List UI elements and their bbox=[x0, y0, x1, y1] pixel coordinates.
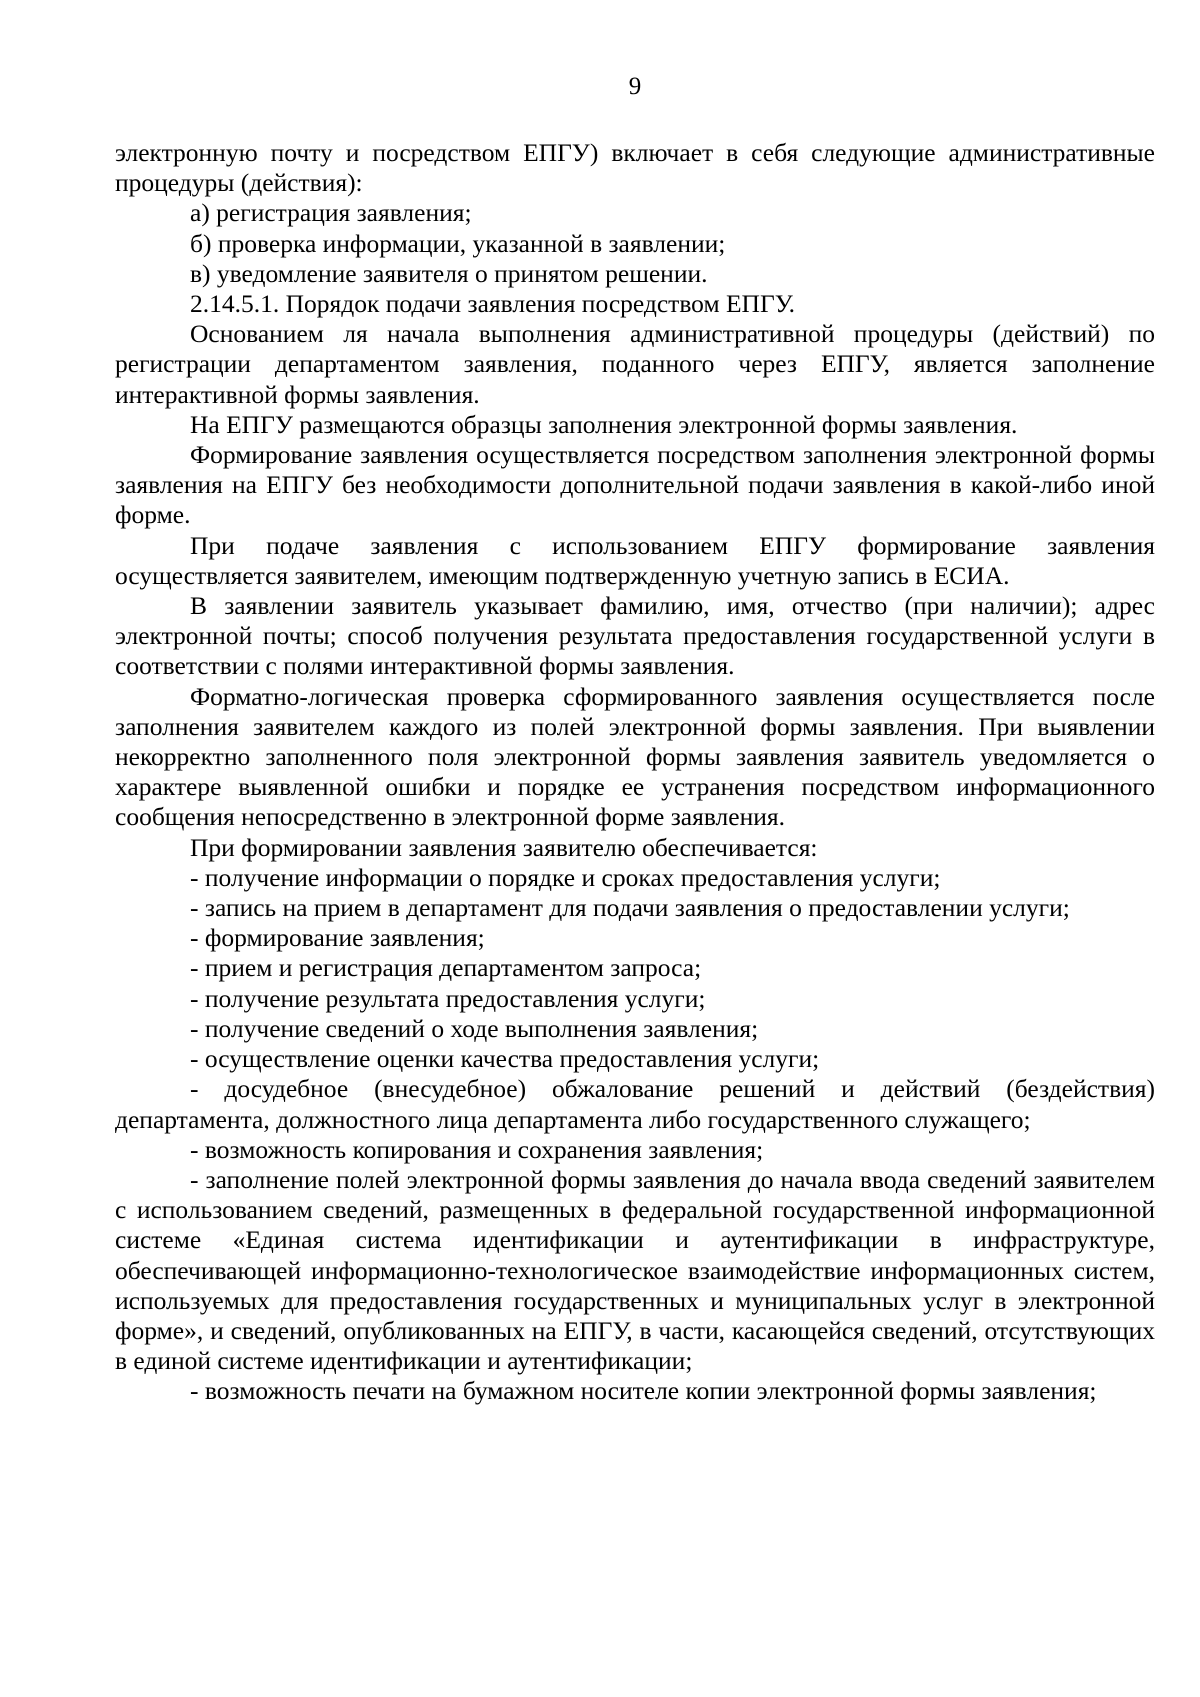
list-item: - заполнение полей электронной формы заявления до начала ввода сведений заявителем с использованием сведений, размещенных в федеральной государственной информационной системе «Единая система идентификации и аутентификации в инфраструктуре, обеспечивающей информационно-технологическое взаимодействие информационных систем, используемых для предоставления государственных и муниципальных услуг в электронной форме», и сведений, опубликованных на ЕПГУ, в части, касающейся сведений, отсутствующих в единой системе идентификации и аутентификации; bbox=[115, 1164, 1155, 1376]
paragraph-forming: Формирование заявления осуществляется посредством заполнения электронной формы заявления на ЕПГУ без необходимости дополнительной подачи заявления в какой-либо иной форме. bbox=[115, 440, 1155, 530]
paragraph-applicant-data: В заявлении заявитель указывает фамилию, имя, отчество (при наличии); адрес электронной почты; способ получения результата предоставления государственной услуги в соответствии с полями интерактивной формы заявления. bbox=[115, 591, 1155, 681]
list-item-verification: б) проверка информации, указанной в заявлении; bbox=[190, 228, 726, 258]
list-item: - формирование заявления; bbox=[190, 923, 485, 953]
list-item-notification: в) уведомление заявителя о принятом решении. bbox=[190, 258, 708, 288]
paragraph-provided: При формировании заявления заявителю обеспечивается: bbox=[190, 832, 818, 862]
page-number: 9 bbox=[628, 73, 642, 100]
list-item: - досудебное (внесудебное) обжалование решений и действий (бездействия) департамента, должностного лица департамента либо государственного служащего; bbox=[115, 1074, 1155, 1134]
paragraph-esia: При подаче заявления с использованием ЕПГУ формирование заявления осуществляется заявителем, имеющим подтвержденную учетную запись в ЕСИА. bbox=[115, 530, 1155, 590]
list-item-registration: а) регистрация заявления; bbox=[190, 198, 472, 228]
paragraph-samples: На ЕПГУ размещаются образцы заполнения электронной формы заявления. bbox=[190, 409, 1018, 439]
paragraph-format-check: Форматно-логическая проверка сформированного заявления осуществляется после заполнения заявителем каждого из полей электронной формы заявления. При выявлении некорректно заполненного поля электронной формы заявления заявитель уведомляется о характере выявленной ошибки и порядке ее устранения посредством информационного сообщения непосредственно в электронной форме заявления. bbox=[115, 681, 1155, 832]
list-item: - получение результата предоставления услуги; bbox=[190, 983, 706, 1013]
section-heading-2-14-5-1: 2.14.5.1. Порядок подачи заявления посредством ЕПГУ. bbox=[190, 289, 795, 319]
list-item: - прием и регистрация департаментом запроса; bbox=[190, 953, 702, 983]
list-item: - возможность печати на бумажном носителе копии электронной формы заявления; bbox=[190, 1376, 1097, 1406]
document-body bbox=[115, 138, 1155, 1407]
list-item: - получение сведений о ходе выполнения заявления; bbox=[190, 1013, 759, 1043]
list-item: - осуществление оценки качества предоставления услуги; bbox=[190, 1044, 820, 1074]
list-item: - получение информации о порядке и сроках предоставления услуги; bbox=[190, 862, 941, 892]
list-item: - запись на прием в департамент для подачи заявления о предоставлении услуги; bbox=[190, 893, 1070, 923]
paragraph-continuation: электронную почту и посредством ЕПГУ) включает в себя следующие административные процедуры (действия): bbox=[115, 138, 1155, 198]
list-item: - возможность копирования и сохранения заявления; bbox=[190, 1134, 764, 1164]
paragraph-grounds: Основанием ля начала выполнения административной процедуры (действий) по регистрации департаментом заявления, поданного через ЕПГУ, является заполнение интерактивной формы заявления. bbox=[115, 319, 1155, 409]
